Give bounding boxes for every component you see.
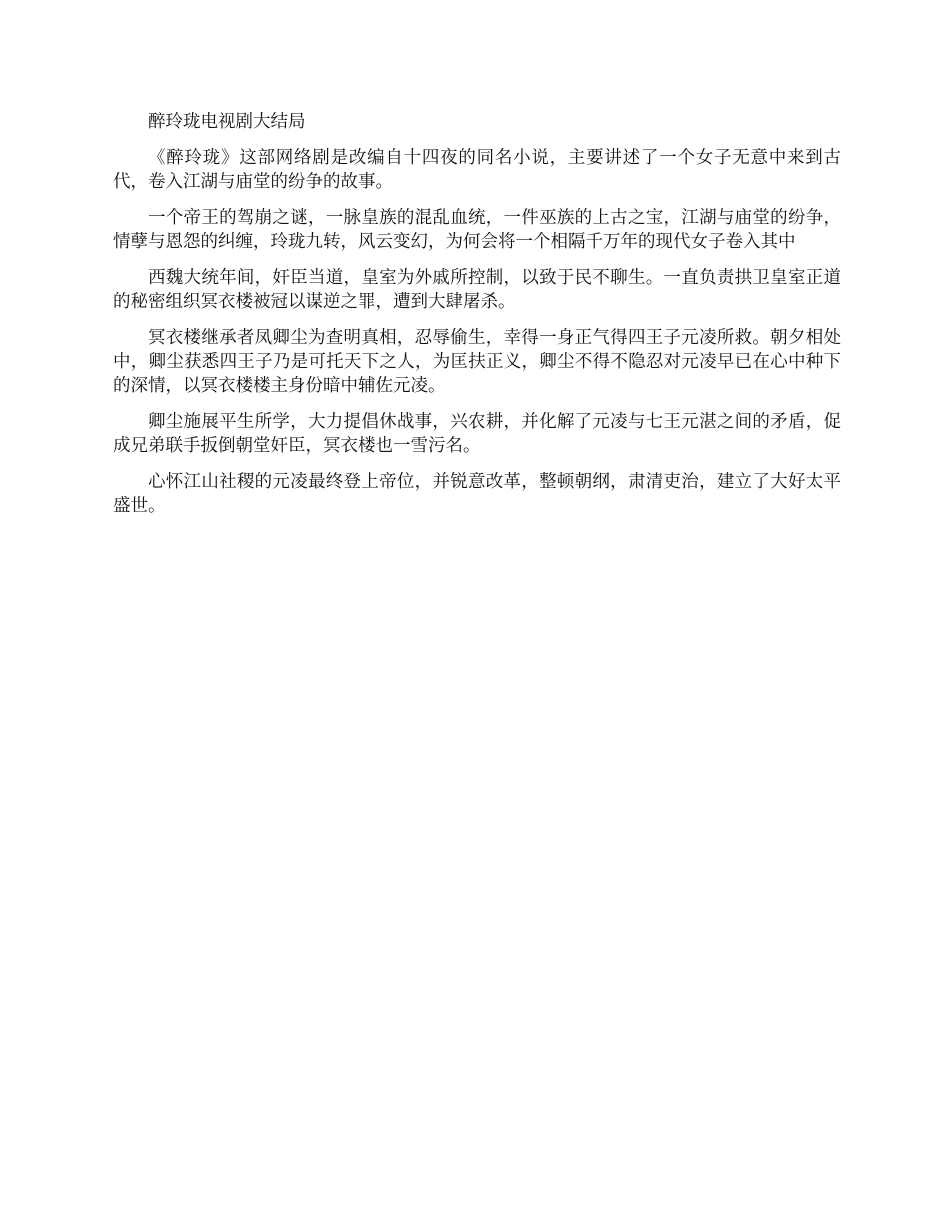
document-title: 醉玲珑电视剧大结局: [148, 112, 306, 132]
paragraph-3: 西魏大统年间，奸臣当道，皇室为外戚所控制，以致于民不聊生。一直负责拱卫皇室正道的秘密组织冥衣楼被冠以谋逆之罪，遭到大肆屠杀。: [113, 268, 841, 312]
paragraph-2: 一个帝王的驾崩之谜，一脉皇族的混乱血统，一件巫族的上古之宝，江湖与庙堂的纷争，情孽与恩怨的纠缠，玲珑九转，风云变幻，为何会将一个相隔千万年的现代女子卷入其中: [113, 208, 841, 252]
paragraph-6: 心怀江山社稷的元凌最终登上帝位，并锐意改革，整顿朝纲，肃清吏治，建立了大好太平盛世。: [113, 472, 841, 516]
paragraph-5: 卿尘施展平生所学，大力提倡休战事，兴农耕，并化解了元凌与七王元湛之间的矛盾，促成兄弟联手扳倒朝堂奸臣，冥衣楼也一雪污名。: [113, 412, 841, 456]
paragraph-4: 冥衣楼继承者凤卿尘为查明真相，忍辱偷生，幸得一身正气得四王子元凌所救。朝夕相处中，卿尘获悉四王子乃是可托天下之人，为匡扶正义，卿尘不得不隐忍对元凌早已在心中种下的深情，以冥衣楼楼主身份暗中辅佐元凌。: [113, 328, 841, 396]
document-page: [113, 110, 841, 530]
paragraph-1: 《醉玲珑》这部网络剧是改编自十四夜的同名小说，主要讲述了一个女子无意中来到古代，卷入江湖与庙堂的纷争的故事。: [113, 148, 841, 192]
